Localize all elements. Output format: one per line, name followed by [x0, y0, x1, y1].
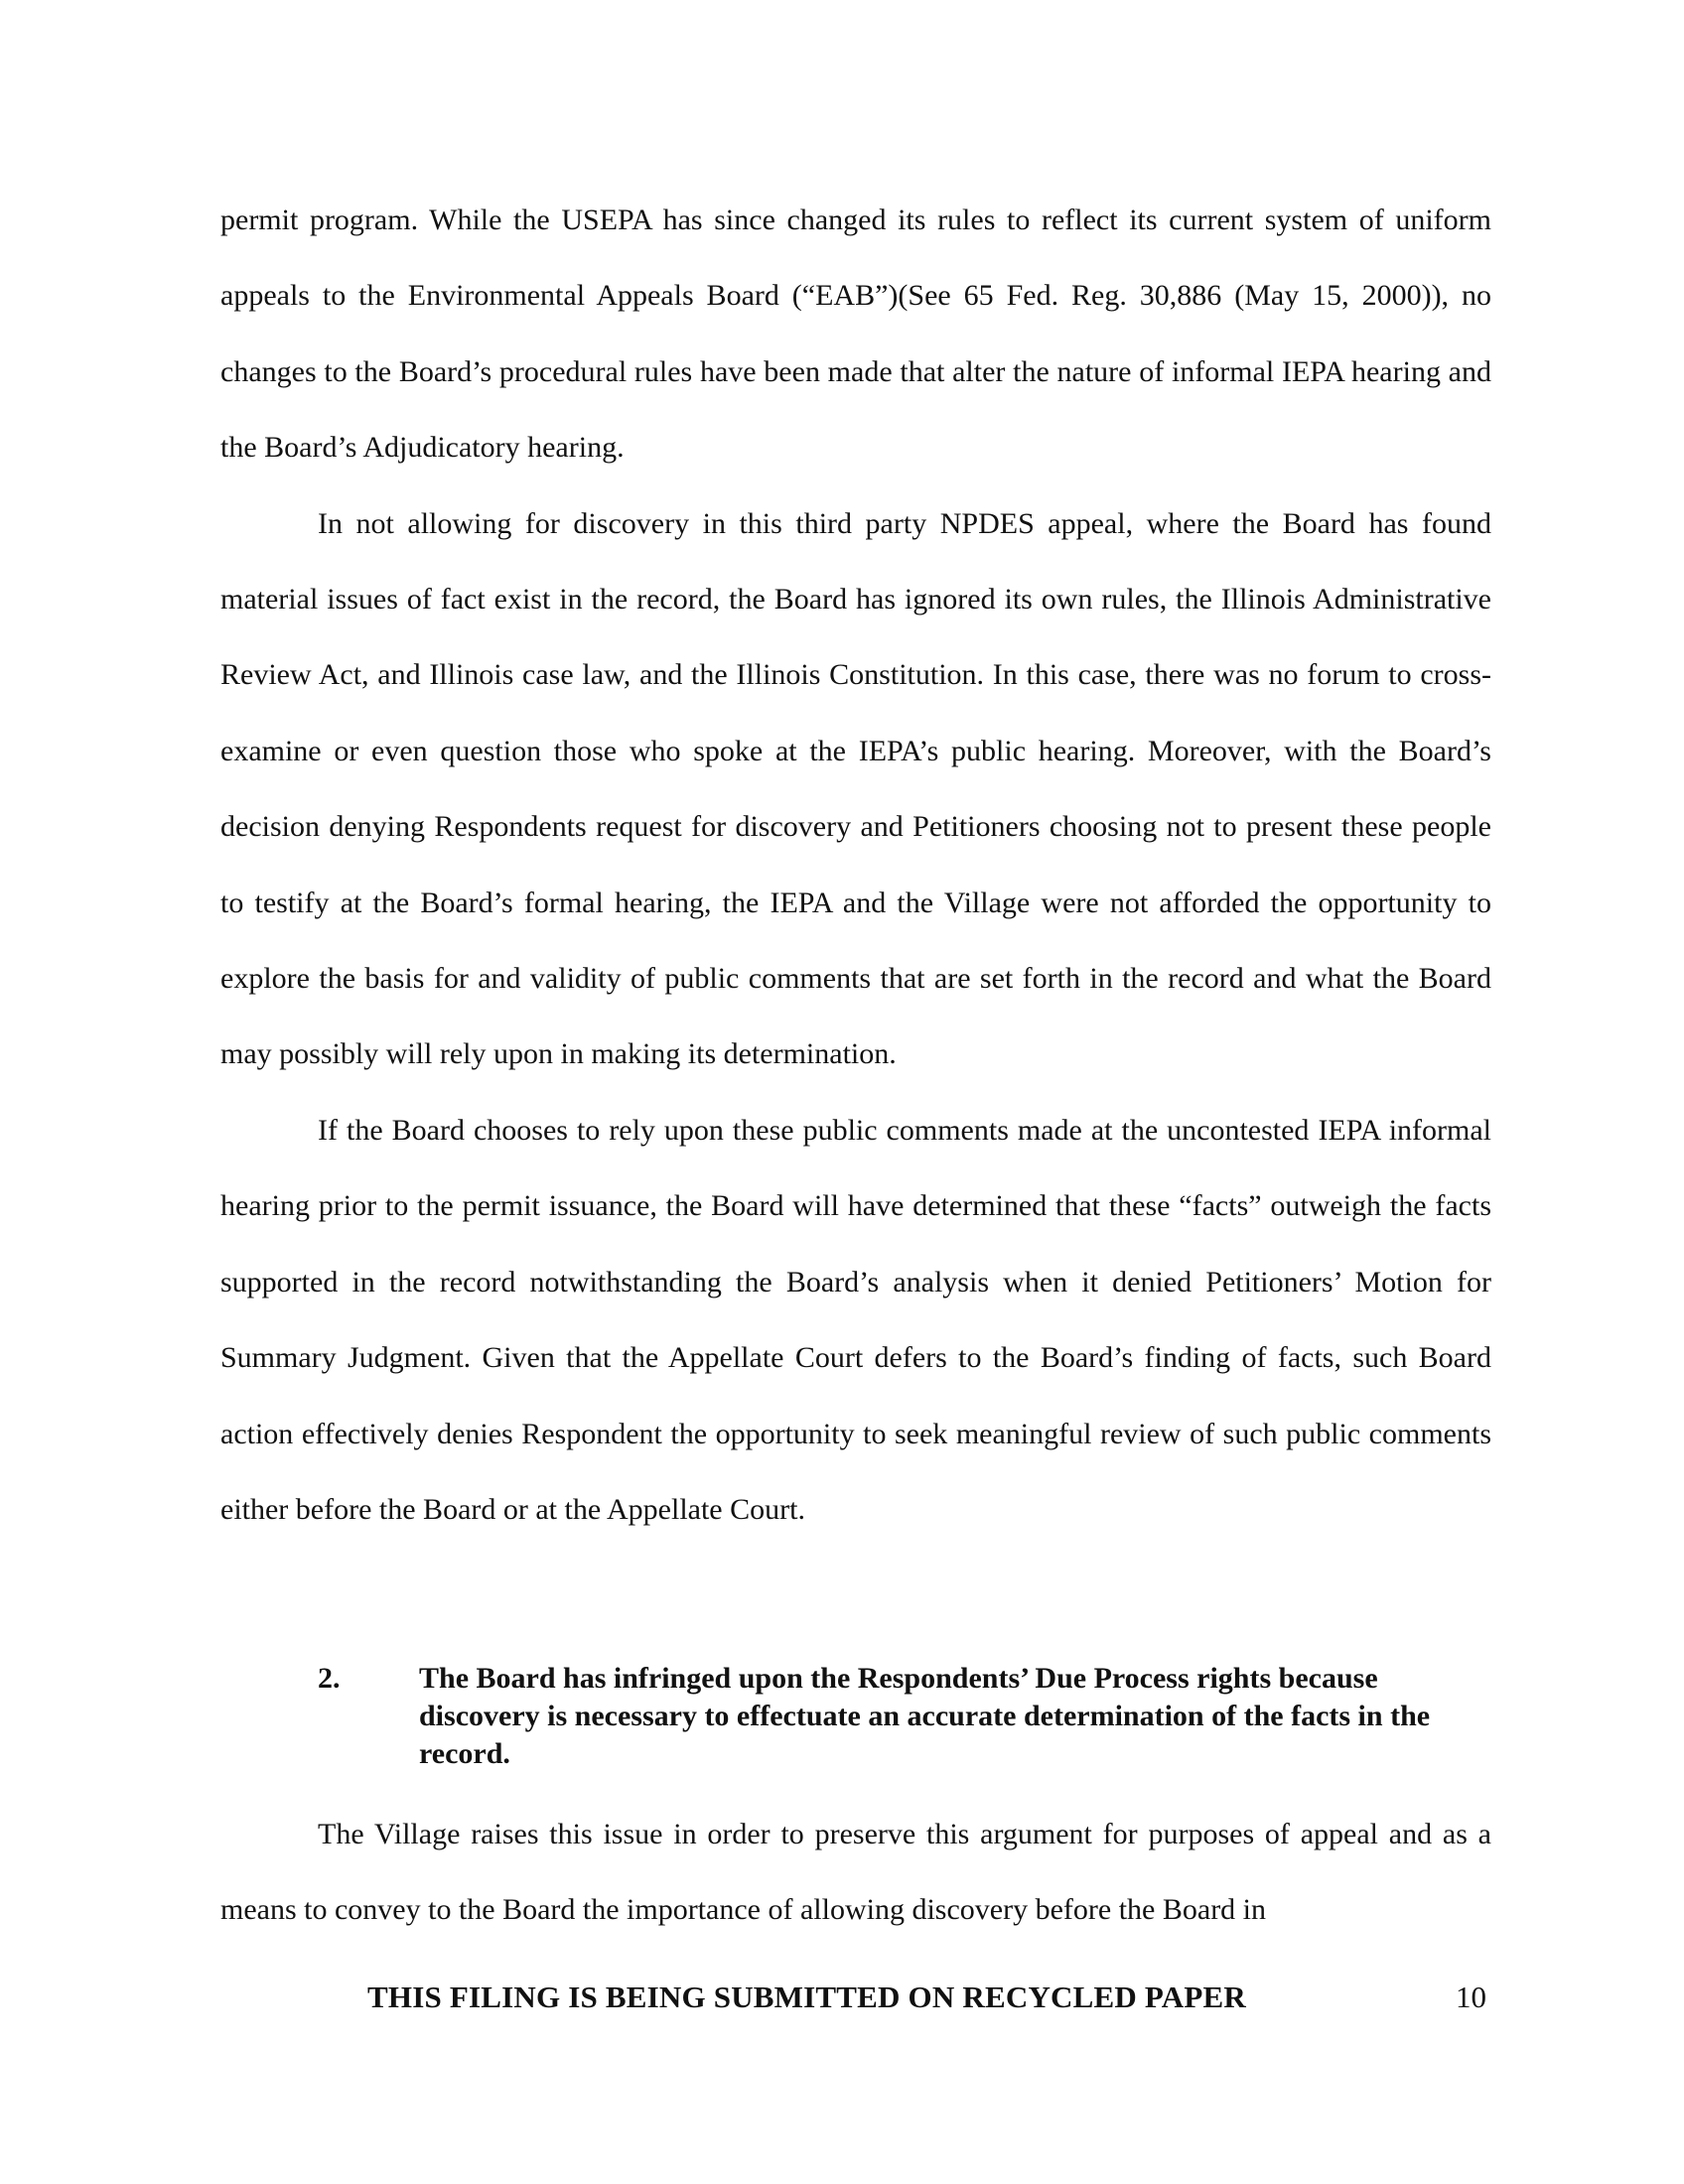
paragraph-1: permit program. While the USEPA has since changed its rules to reflect its current system of uniform appeals to the Environmental Appeals Board (“EAB”)(See 65 Fed. Reg. 30,886 (May 15, 2000)), no changes to the Board’s procedural rules have been made that alter the nature of informal IEPA hearing and the Board’s Adjudicatory hearing.	[220, 204, 1491, 465]
paragraph-2: In not allowing for discovery in this third party NPDES appeal, where the Board has found material issues of fact exist in the record, the Board has ignored its own rules, the Illinois Administrative Review Act, and Illinois case law, and the Illinois Constitution. In this case, there was no forum to cross-examine or even question those who spoke at the IEPA’s public hearing. Moreover, with the Board’s decision denying Respondents request for discovery and Petitioners choosing not to present these people to testify at the Board’s formal hearing, the IEPA and the Village were not afforded the opportunity to explore the basis for and validity of public comments that are set forth in the record and what the Board may possibly will rely upon in making its determination.	[220, 506, 1491, 1071]
paragraph-4: The Village raises this issue in order to preserve this argument for purposes of appeal and as a means to convey to the Board the importance of allowing discovery before the Board in	[220, 1818, 1491, 1927]
section-heading-number: 2.	[318, 1662, 341, 1695]
paragraph-3: If the Board chooses to rely upon these public comments made at the uncontested IEPA informal hearing prior to the permit issuance, the Board will have determined that these “facts” outweigh the facts supported in the record notwithstanding the Board’s analysis when it denied Petitioners’ Motion for Summary Judgment. Given that the Appellate Court defers to the Board’s finding of facts, such Board action effectively denies Respondent the opportunity to seek meaningful review of such public comments either before the Board or at the Appellate Court.	[220, 1113, 1491, 1526]
page-number: 10	[1456, 1979, 1486, 2014]
footer-notice: THIS FILING IS BEING SUBMITTED ON RECYCLED PAPER	[367, 1979, 1246, 2014]
body-text-continued	[220, 1797, 1491, 1949]
section-heading-text: The Board has infringed upon the Respondents’ Due Process rights because discovery is necessary to effectuate an accurate determination of the facts in the record.	[419, 1662, 1431, 1770]
body-text	[220, 183, 1491, 1548]
